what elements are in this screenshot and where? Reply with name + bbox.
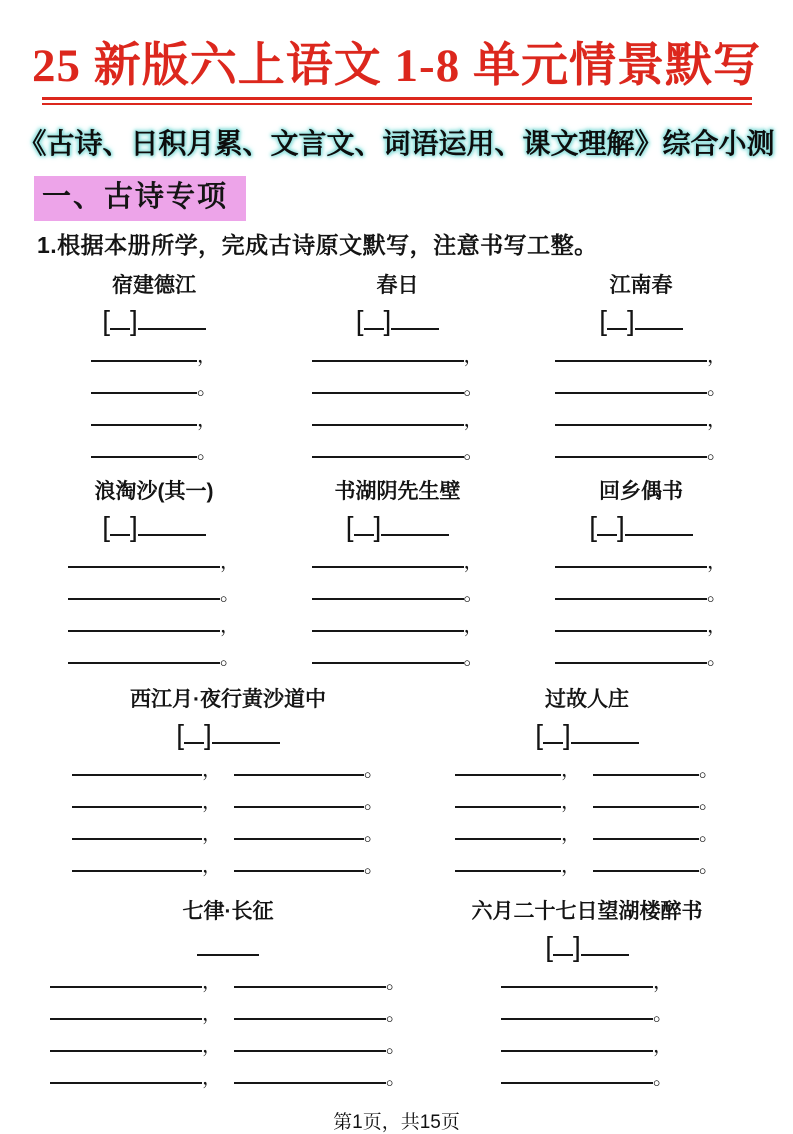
answer-blank [501, 978, 653, 988]
answer-blank [91, 352, 197, 362]
verse-blank-line [426, 1020, 748, 1057]
author-name-blank [625, 526, 693, 536]
punctuation-mark: ， [202, 790, 222, 813]
answer-blank [555, 622, 707, 632]
answer-blank [593, 830, 699, 840]
close-bracket: ] [130, 304, 138, 336]
answer-blank [555, 590, 707, 600]
punctuation-mark: 。 [364, 758, 384, 781]
author-slot [426, 925, 748, 962]
answer-blank [91, 448, 197, 458]
poem-title: 过故人庄 [545, 687, 629, 711]
punctuation-mark: 。 [707, 646, 727, 669]
answer-blank [72, 830, 202, 840]
verse-blank-line [292, 536, 504, 573]
answer-blank [455, 862, 561, 872]
punctuation-mark: 。 [386, 1034, 406, 1057]
answer-blank [501, 1074, 653, 1084]
answer-blank [312, 590, 464, 600]
close-bracket: ] [563, 718, 571, 750]
answer-blank [234, 1042, 386, 1052]
poem-block [426, 899, 748, 1089]
answer-blank [555, 352, 707, 362]
punctuation-mark: ， [653, 970, 673, 993]
close-bracket: ] [130, 510, 138, 542]
author-dynasty-blank [607, 320, 627, 330]
answer-blank [234, 830, 364, 840]
punctuation-mark: 。 [220, 582, 240, 605]
answer-blank [501, 1042, 653, 1052]
poem-block [535, 273, 747, 463]
open-bracket: [ [102, 510, 110, 542]
author-name-blank [212, 734, 280, 744]
verse-blank-line [426, 988, 748, 1025]
verse-blank-line [426, 1052, 748, 1089]
poem-row [0, 899, 793, 1089]
punctuation-mark: 。 [364, 854, 384, 877]
poem-block [38, 687, 418, 877]
verse-blank-line [38, 956, 418, 993]
answer-blank [555, 654, 707, 664]
answer-blank [455, 830, 561, 840]
open-bracket: [ [589, 510, 597, 542]
answer-blank [455, 798, 561, 808]
title-underline-top [42, 97, 752, 100]
answer-blank [555, 448, 707, 458]
poem-row [0, 479, 793, 669]
punctuation-mark: 。 [699, 758, 719, 781]
page-subtitle: 《古诗、日积月累、文言文、词语运用、课文理解》综合小测 [18, 127, 775, 159]
verse-blank-line [535, 330, 747, 367]
section-heading: 一、古诗专项 [34, 176, 246, 221]
author-slot [38, 713, 418, 750]
open-bracket: [ [355, 304, 364, 336]
title-underline [42, 97, 752, 105]
answer-blank [50, 1074, 202, 1084]
author-slot [38, 925, 418, 956]
poem-block [38, 899, 418, 1089]
author-name-blank [138, 526, 206, 536]
verse-blank-line [38, 744, 418, 781]
verse-blank-line [48, 426, 260, 463]
author-slot [48, 505, 260, 542]
close-bracket: ] [373, 510, 382, 542]
answer-blank [593, 766, 699, 776]
punctuation-mark: 。 [699, 790, 719, 813]
punctuation-mark: 。 [463, 646, 484, 669]
answer-blank [68, 590, 220, 600]
open-bracket: [ [599, 304, 607, 336]
answer-blank [501, 1010, 653, 1020]
author-dynasty-blank [543, 734, 563, 744]
author-dynasty-blank [184, 734, 204, 744]
author-slot [426, 713, 748, 750]
punctuation-mark: ， [202, 854, 222, 877]
poem-title: 西江月·夜行黄沙道中 [130, 687, 326, 711]
punctuation-mark: ， [202, 970, 222, 993]
poem-block [48, 273, 260, 463]
punctuation-mark: 。 [364, 790, 384, 813]
answer-blank [312, 654, 464, 664]
author-name-blank [635, 320, 683, 330]
punctuation-mark: 。 [364, 822, 384, 845]
answer-blank [234, 1074, 386, 1084]
punctuation-mark: 。 [653, 1002, 673, 1025]
author-slot [292, 505, 504, 542]
punctuation-mark: ， [202, 1034, 222, 1057]
verse-blank-line [38, 840, 418, 877]
answer-blank [234, 1010, 386, 1020]
answer-blank [455, 766, 561, 776]
answer-blank [312, 448, 464, 458]
author-name-blank [571, 734, 639, 744]
poem-title: 浪淘沙(其一) [94, 479, 214, 503]
answer-blank [72, 766, 202, 776]
open-bracket: [ [176, 718, 184, 750]
author-dynasty-blank [597, 526, 617, 536]
verse-blank-line [48, 362, 260, 399]
punctuation-mark: ， [463, 550, 484, 573]
answer-blank [72, 798, 202, 808]
poem-title: 七律·长征 [182, 899, 274, 923]
title-underline-bottom [42, 103, 752, 105]
verse-blank-line [38, 776, 418, 813]
answer-blank [72, 862, 202, 872]
author-name-blank [197, 946, 259, 956]
poem-title: 江南春 [609, 273, 673, 297]
author-slot [48, 299, 260, 336]
author-name-blank [391, 320, 439, 330]
answer-blank [50, 1010, 202, 1020]
page-number: 第1页，共15页 [333, 1111, 460, 1133]
close-bracket: ] [617, 510, 625, 542]
verse-blank-line [38, 808, 418, 845]
poem-title: 宿建德江 [112, 273, 196, 297]
punctuation-mark: 。 [699, 854, 719, 877]
punctuation-mark: 。 [197, 440, 217, 463]
punctuation-mark: 。 [699, 822, 719, 845]
answer-blank [234, 862, 364, 872]
punctuation-mark: 。 [707, 582, 727, 605]
verse-blank-line [48, 394, 260, 431]
answer-blank [312, 416, 464, 426]
instruction-text: 1.根据本册所学，完成古诗原文默写，注意书写工整。 [37, 231, 598, 258]
verse-blank-line [292, 330, 504, 367]
answer-blank [50, 1042, 202, 1052]
answer-blank [91, 416, 197, 426]
poem-block [292, 479, 504, 669]
answer-blank [68, 654, 220, 664]
poem-title: 六月二十七日望湖楼醉书 [471, 899, 703, 923]
answer-blank [312, 622, 464, 632]
verse-blank-line [38, 988, 418, 1025]
punctuation-mark: 。 [386, 1066, 406, 1089]
verse-blank-line [38, 1020, 418, 1057]
poem-block [48, 479, 260, 669]
verse-blank-line [48, 330, 260, 367]
punctuation-mark: ， [653, 1034, 673, 1057]
answer-blank [68, 622, 220, 632]
punctuation-mark: ， [707, 408, 727, 431]
punctuation-mark: ， [561, 822, 581, 845]
verse-blank-line [38, 1052, 418, 1089]
open-bracket: [ [345, 510, 354, 542]
section-heading-row [34, 176, 793, 221]
poem-block [426, 687, 748, 877]
punctuation-mark: 。 [707, 440, 727, 463]
answer-blank [312, 558, 464, 568]
punctuation-mark: ， [197, 344, 217, 367]
open-bracket: [ [545, 930, 553, 962]
punctuation-mark: 。 [220, 646, 240, 669]
poem-grid [0, 273, 793, 1089]
close-bracket: ] [573, 930, 581, 962]
answer-blank [50, 978, 202, 988]
poem-title: 春日 [376, 273, 419, 297]
answer-blank [555, 558, 707, 568]
punctuation-mark: ， [202, 758, 222, 781]
author-name-blank [381, 526, 449, 536]
verse-blank-line [426, 744, 748, 781]
poem-row [0, 687, 793, 877]
answer-blank [312, 384, 464, 394]
punctuation-mark: 。 [707, 376, 727, 399]
answer-blank [312, 352, 464, 362]
author-name-blank [138, 320, 206, 330]
punctuation-mark: 。 [463, 376, 484, 399]
punctuation-mark: ， [202, 822, 222, 845]
punctuation-mark: ， [463, 408, 484, 431]
author-dynasty-blank [110, 320, 130, 330]
author-slot [292, 299, 504, 336]
answer-blank [234, 978, 386, 988]
poem-title: 回乡偶书 [599, 479, 683, 503]
verse-blank-line [426, 956, 748, 993]
punctuation-mark: ， [707, 344, 727, 367]
punctuation-mark: ， [463, 614, 484, 637]
poem-block [292, 273, 504, 463]
author-name-blank [581, 946, 629, 956]
verse-blank-line [48, 536, 260, 573]
punctuation-mark: 。 [463, 582, 484, 605]
author-slot [535, 505, 747, 542]
answer-blank [68, 558, 220, 568]
punctuation-mark: 。 [197, 376, 217, 399]
answer-blank [91, 384, 197, 394]
punctuation-mark: 。 [386, 1002, 406, 1025]
answer-blank [234, 798, 364, 808]
punctuation-mark: ， [202, 1002, 222, 1025]
answer-blank [234, 766, 364, 776]
answer-blank [593, 862, 699, 872]
verse-blank-line [535, 536, 747, 573]
author-dynasty-blank [110, 526, 130, 536]
answer-blank [555, 416, 707, 426]
punctuation-mark: ， [197, 408, 217, 431]
close-bracket: ] [204, 718, 212, 750]
punctuation-mark: ， [561, 790, 581, 813]
close-bracket: ] [627, 304, 635, 336]
punctuation-mark: ， [561, 758, 581, 781]
poem-row [0, 273, 793, 463]
punctuation-mark: 。 [653, 1066, 673, 1089]
punctuation-mark: ， [202, 1066, 222, 1089]
page-title: 25 新版六上语文 1-8 单元情景默写 [32, 40, 761, 92]
open-bracket: [ [535, 718, 543, 750]
author-dynasty-blank [354, 526, 374, 536]
punctuation-mark: ， [220, 614, 240, 637]
punctuation-mark: 。 [463, 440, 484, 463]
close-bracket: ] [383, 304, 392, 336]
punctuation-mark: ， [707, 614, 727, 637]
poem-title: 书湖阴先生壁 [334, 479, 461, 503]
author-slot [535, 299, 747, 336]
open-bracket: [ [102, 304, 110, 336]
poem-block [535, 479, 747, 669]
author-dynasty-blank [553, 946, 573, 956]
author-dynasty-blank [364, 320, 384, 330]
answer-blank [555, 384, 707, 394]
punctuation-mark: ， [561, 854, 581, 877]
punctuation-mark: ， [707, 550, 727, 573]
punctuation-mark: ， [220, 550, 240, 573]
answer-blank [593, 798, 699, 808]
punctuation-mark: 。 [386, 970, 406, 993]
punctuation-mark: ， [463, 344, 484, 367]
